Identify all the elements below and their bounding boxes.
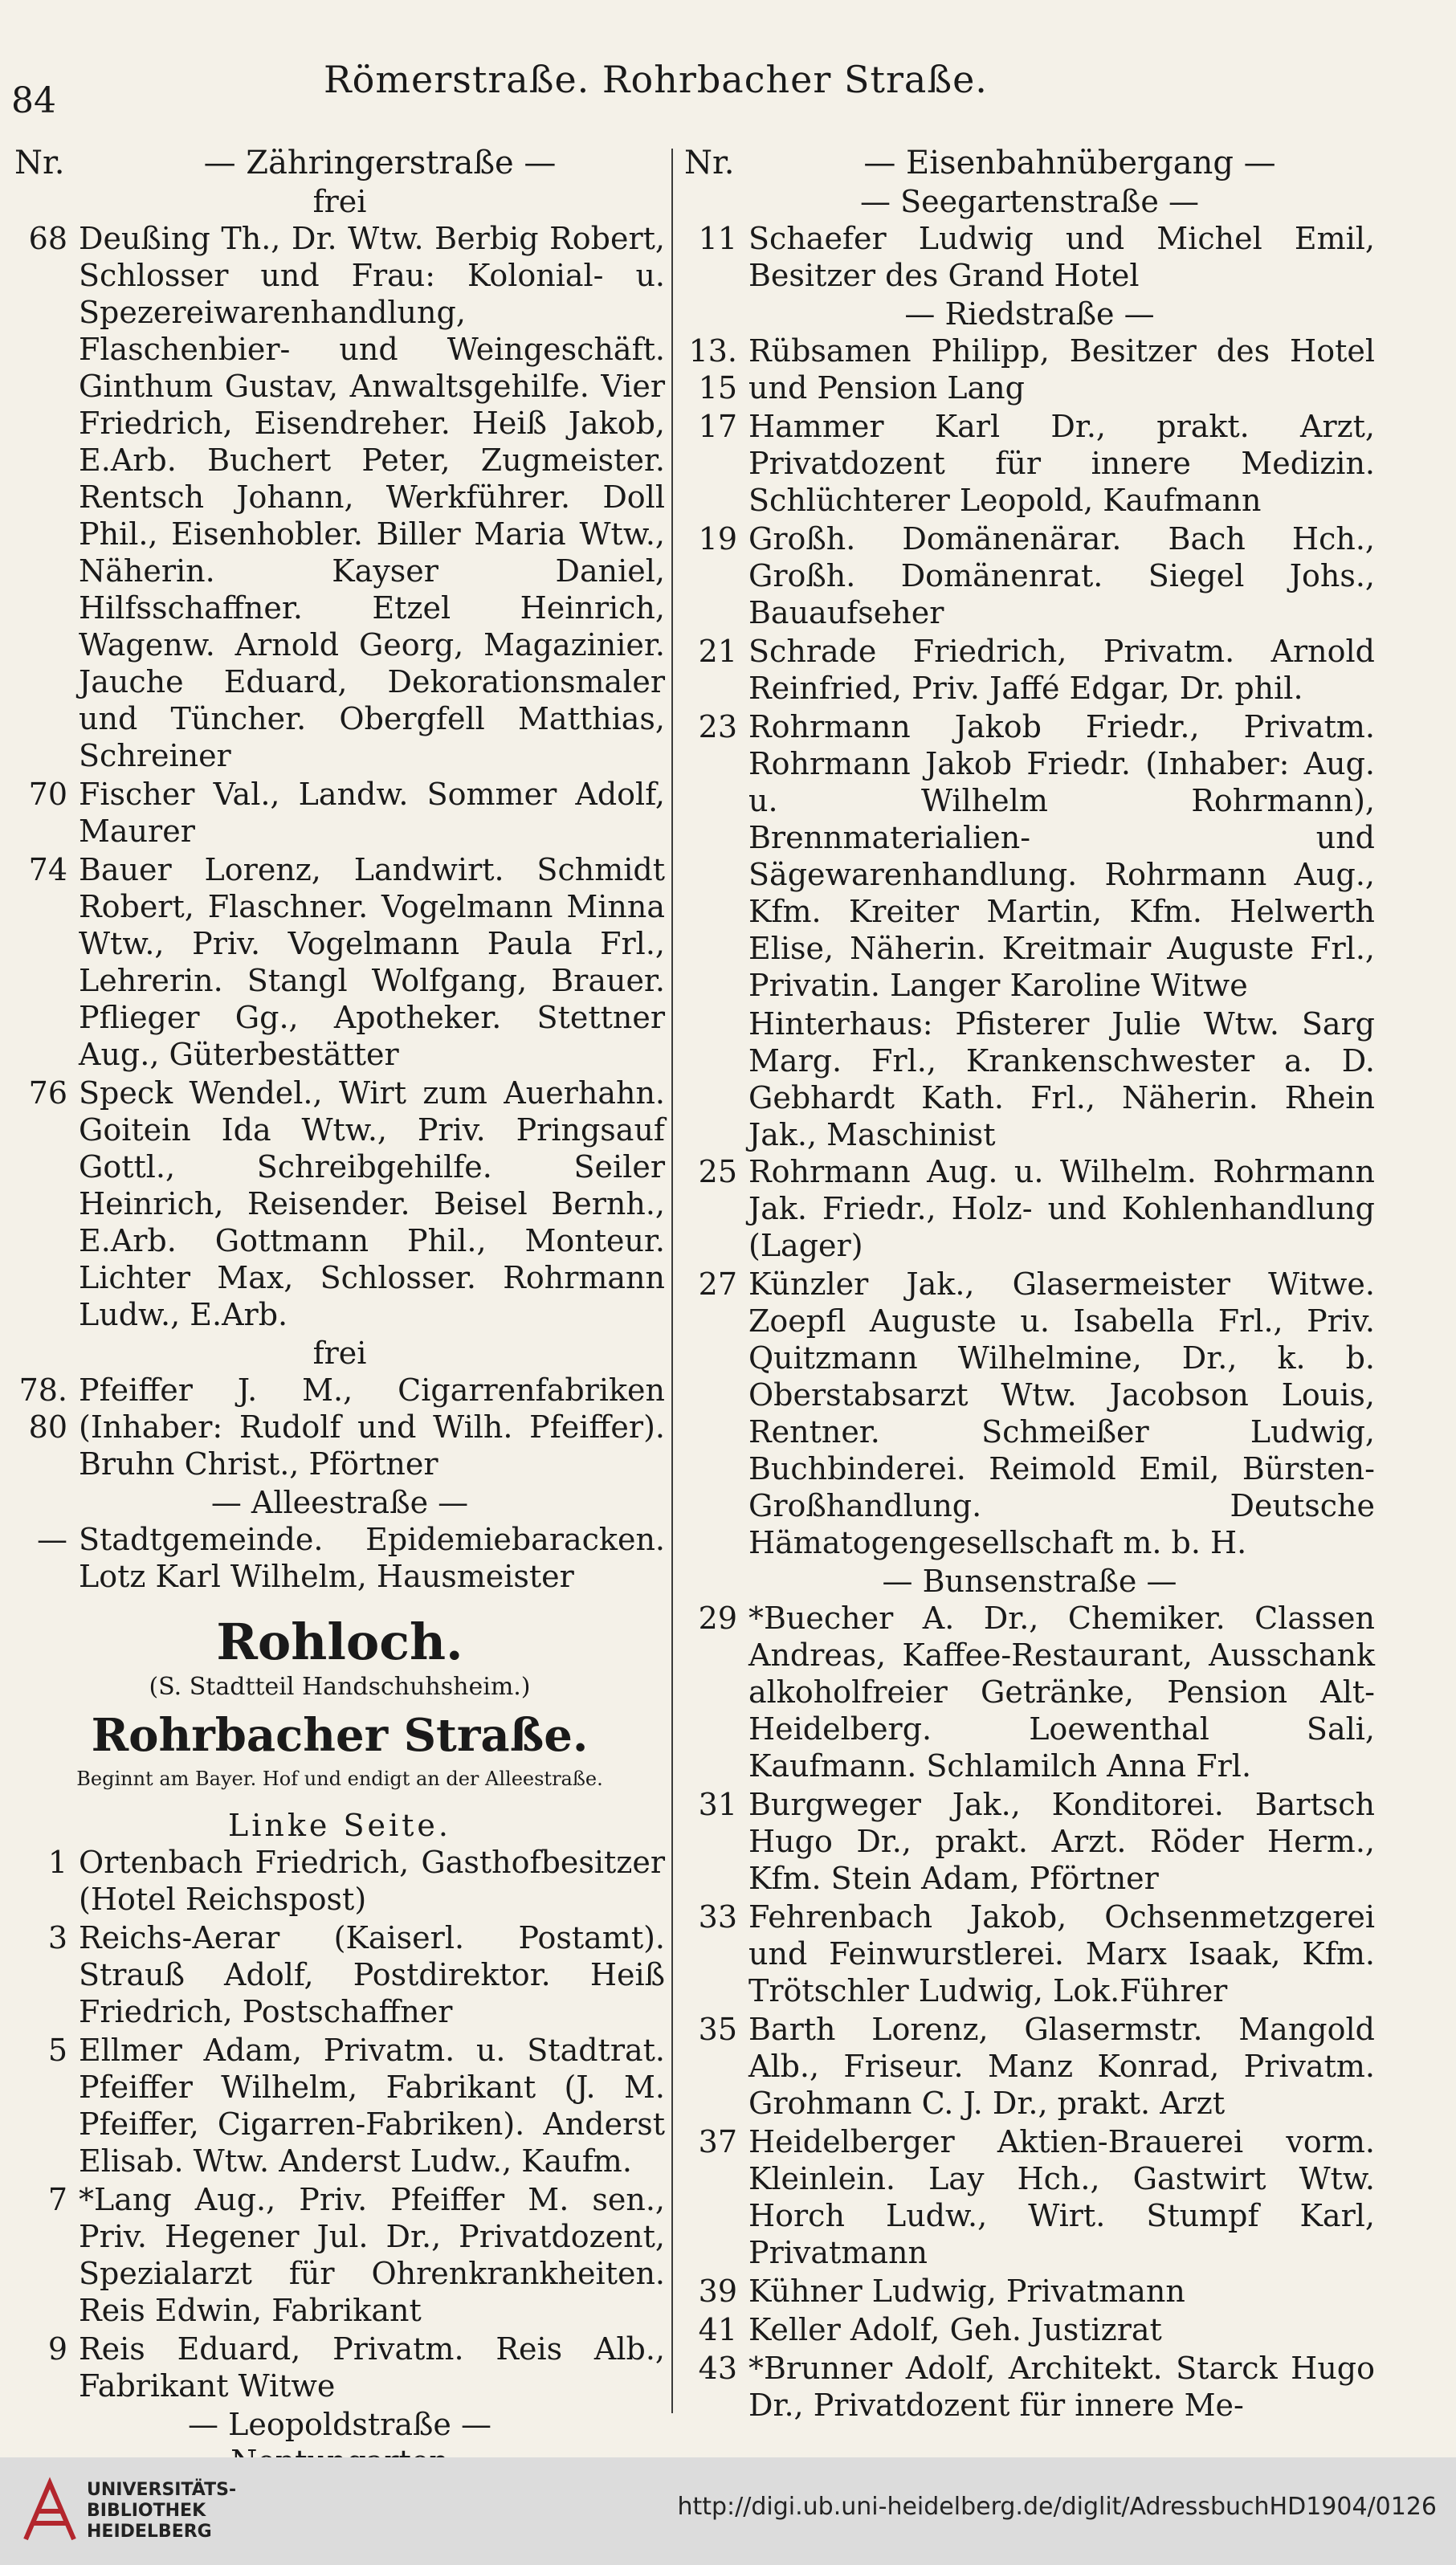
house-number: 78. 80: [18, 1372, 67, 1445]
address-entry: [14, 1919, 665, 2030]
house-number: 9: [47, 2331, 67, 2367]
address-entry: [14, 776, 665, 850]
resident-list: Rohrmann Jakob Friedr., Privatm. Rohrmann Jakob Friedr. (Inhaber: Aug. u. Wilhelm Rohrmann), Brennmaterialien- und Sägewarenhandlung. Rohrmann Aug., Kfm. Kreiter Martin, Kfm. Helwerth Elise, Näherin. Kreitmair Auguste Frl., Privatin. Langer Karoline Witwe: [748, 709, 1375, 1003]
side-label: Linke Seite.: [228, 1808, 451, 1843]
library-name: [87, 2480, 236, 2543]
resident-list: Kühner Ludwig, Privatmann: [748, 2273, 1185, 2309]
resident-list: Reis Eduard, Privatm. Reis Alb., Fabrikant Witwe: [79, 2331, 665, 2404]
library-name-line: UNIVERSITÄTS-: [87, 2480, 237, 2500]
entry-list: [684, 220, 1375, 294]
resident-list: Keller Adolf, Geh. Justizrat: [748, 2312, 1162, 2347]
right-column: [684, 145, 1375, 2425]
resident-list: Schrade Friedrich, Privatm. Arnold Reinfried, Priv. Jaffé Edgar, Dr. phil.: [748, 634, 1375, 706]
house-number: 43: [698, 2351, 737, 2386]
nr-label: Nr.: [14, 145, 65, 181]
resident-list: Fischer Val., Landw. Sommer Adolf, Maurer: [79, 777, 665, 849]
house-number: 11: [698, 221, 737, 256]
address-entry: [684, 520, 1375, 631]
address-entry: [684, 2123, 1375, 2271]
resident-list: *Buecher A. Dr., Chemiker. Classen Andreas, Kaffee-Restaurant, Ausschank alkoholfreier Getränke, Pension Alt-Heidelberg. Loewenthal Sali, Kaufmann. Schlamilch Anna Frl.: [748, 1601, 1375, 1784]
house-number: 37: [698, 2124, 737, 2159]
resident-list: Fehrenbach Jakob, Ochsenmetzgerei und Feinwurstlerei. Marx Isaak, Kfm. Trötschler Ludwig, Lok.Führer: [748, 1899, 1375, 2008]
house-number: 31: [698, 1787, 737, 1822]
resident-list: Rohrmann Aug. u. Wilhelm. Rohrmann Jak. Friedr., Holz- und Kohlenhandlung (Lager): [748, 1154, 1375, 1263]
house-number: 5: [47, 2033, 67, 2068]
house-number: 19: [698, 521, 737, 557]
left-column: [14, 145, 665, 2480]
address-entry: [14, 1372, 665, 1482]
house-number: 70: [28, 777, 67, 812]
page-number: 84: [11, 80, 56, 121]
house-number: 13. 15: [688, 333, 737, 406]
section-note: (S. Stadtteil Handschuhsheim.): [149, 1673, 531, 1701]
house-number: 7: [47, 2182, 67, 2217]
running-head: Römerstraße. Rohrbacher Straße.: [324, 58, 988, 101]
entry-list: [14, 1844, 665, 2404]
house-number: 29: [698, 1601, 737, 1636]
resident-list: Speck Wendel., Wirt zum Auerhahn. Goitein Ida Wtw., Priv. Pringsauf Gottl., Schreibgehilfe. Seiler Heinrich, Reisender. Beisel Bernh., E.Arb. Gottmann Phil., Monteur. Lichter Max, Schlosser. Rohrmann Ludw., E.Arb.: [79, 1075, 665, 1332]
street-note: Beginnt am Bayer. Hof und endigt an der Alleestraße.: [76, 1768, 603, 1790]
resident-list: Ellmer Adam, Privatm. u. Stadtrat. Pfeiffer Wilhelm, Fabrikant (J. M. Pfeiffer, Cigarren-Fabriken). Anderst Elisab. Wtw. Anderst Ludw., Kaufm.: [79, 2033, 665, 2179]
resident-list: Rübsamen Philipp, Besitzer des Hotel und Pension Lang: [748, 333, 1375, 406]
house-number: —: [37, 1522, 67, 1557]
address-entry: [684, 708, 1375, 1004]
entry-list: [14, 220, 665, 1333]
address-entry: [684, 1266, 1375, 1561]
street-heading: — Seegartenstraße —: [859, 184, 1199, 219]
street-heading: — Bunsenstraße —: [882, 1564, 1177, 1599]
entry-list: [14, 1521, 665, 1595]
resident-list: Ortenbach Friedrich, Gasthofbesitzer (Hotel Reichspost): [79, 1845, 665, 1917]
entry-list: [684, 1600, 1375, 2424]
resident-list: Hammer Karl Dr., prakt. Arzt, Privatdozent für innere Medizin. Schlüchterer Leopold, Kaufmann: [748, 409, 1375, 518]
house-number: 23: [698, 709, 737, 744]
address-entry: [684, 2311, 1375, 2348]
resident-list: Reichs-Aerar (Kaiserl. Postamt). Strauß Adolf, Postdirektor. Heiß Friedrich, Postschaffner: [79, 1920, 665, 2029]
resident-list: Großh. Domänenärar. Bach Hch., Großh. Domänenrat. Siegel Johs., Bauaufseher: [748, 521, 1375, 630]
address-entry: [684, 2350, 1375, 2424]
address-entry: [684, 1786, 1375, 1897]
address-entry: [684, 1153, 1375, 1264]
source-url-link[interactable]: http://digi.ub.uni-heidelberg.de/diglit/AdressbuchHD1904/0126: [677, 2493, 1437, 2521]
resident-list: *Brunner Adolf, Architekt. Starck Hugo Dr., Privatdozent für innere Me-: [748, 2351, 1375, 2423]
free-note: frei: [312, 184, 367, 219]
library-name-line: BIBLIOTHEK: [87, 2501, 206, 2521]
house-number: 39: [698, 2273, 737, 2309]
address-entry: [684, 408, 1375, 519]
street-heading: — Eisenbahnübergang —: [863, 145, 1276, 181]
address-entry: [14, 2331, 665, 2404]
street-heading: — Zähringerstraße —: [203, 145, 557, 181]
library-name-line: HEIDELBERG: [87, 2522, 212, 2542]
address-entry: [684, 2011, 1375, 2122]
house-number: 27: [698, 1266, 737, 1302]
resident-list: Heidelberger Aktien-Brauerei vorm. Kleinlein. Lay Hch., Gastwirt Wtw. Horch Ludw., Wirt. Stumpf Karl, Privatmann: [748, 2124, 1375, 2270]
resident-list: Bauer Lorenz, Landwirt. Schmidt Robert, Flaschner. Vogelmann Minna Wtw., Priv. Vogelmann Paula Frl., Lehrerin. Stangl Wolfgang, Brauer. Pflieger Gg., Apotheker. Stettner Aug., Güterbestätter: [79, 852, 665, 1072]
street-heading: — Leopoldstraße —: [188, 2407, 491, 2442]
house-number: 21: [698, 634, 737, 669]
left-column-header: [14, 145, 665, 181]
section-title: Rohloch.: [216, 1613, 463, 1671]
hinterhaus-entry: Hinterhaus: Pfisterer Julie Wtw. Sarg Marg. Frl., Krankenschwester a. D. Gebhardt Kath. Frl., Näherin. Rhein Jak., Maschinist: [748, 1006, 1375, 1152]
address-entry: [14, 2032, 665, 2180]
address-entry: [684, 2273, 1375, 2310]
address-entry: [14, 220, 665, 774]
resident-list: Schaefer Ludwig und Michel Emil, Besitzer des Grand Hotel: [748, 221, 1375, 293]
house-number: 35: [698, 2012, 737, 2047]
entry-list: [14, 1372, 665, 1482]
house-number: 74: [28, 852, 67, 887]
resident-list: Pfeiffer J. M., Cigarrenfabriken (Inhaber: Rudolf und Wilh. Pfeiffer). Bruhn Christ., Pförtner: [79, 1372, 665, 1482]
column-divider: [671, 149, 673, 2413]
house-number: 76: [28, 1075, 67, 1111]
house-number: 3: [47, 1920, 67, 1955]
resident-list: *Lang Aug., Priv. Pfeiffer M. sen., Priv. Hegener Jul. Dr., Privatdozent, Spezialarzt für Ohrenkrankheiten. Reis Edwin, Fabrikant: [79, 2182, 665, 2328]
address-entry: [14, 1075, 665, 1333]
street-title: Rohrbacher Straße.: [91, 1709, 589, 1762]
footer-bar: [0, 2457, 1456, 2565]
house-number: 33: [698, 1899, 737, 1935]
address-entry: [14, 851, 665, 1073]
nr-label: Nr.: [684, 145, 735, 181]
house-number: 1: [47, 1845, 67, 1880]
house-number: 41: [698, 2312, 737, 2347]
right-column-header: [684, 145, 1375, 181]
address-entry: [14, 1844, 665, 1918]
address-entry: [684, 1600, 1375, 1784]
address-entry: [684, 220, 1375, 294]
resident-list: Stadtgemeinde. Epidemiebaracken. Lotz Karl Wilhelm, Hausmeister: [79, 1522, 665, 1594]
entry-list: [684, 332, 1375, 1004]
house-number: 17: [698, 409, 737, 444]
resident-list: Barth Lorenz, Glasermstr. Mangold Alb., Friseur. Manz Konrad, Privatm. Grohmann C. J. Dr., prakt. Arzt: [748, 2012, 1375, 2121]
resident-list: Deußing Th., Dr. Wtw. Berbig Robert, Schlosser und Frau: Kolonial- u. Spezereiwarenhandlung, Flaschenbier- und Weingeschäft. Ginthum Gustav, Anwaltsgehilfe. Vier Friedrich, Eisendreher. Heiß Jakob, E.Arb. Buchert Peter, Zugmeister. Rentsch Johann, Werkführer. Doll Phil., Eisenhobler. Biller Maria Wtw., Näherin. Kayser Daniel, Hilfsschaffner. Etzel Heinrich, Wagenw. Arnold Georg, Magazinier. Jauche Eduard, Dekorationsmaler und Tüncher. Obergfell Matthias, Schreiner: [79, 221, 665, 773]
house-number: 25: [698, 1154, 737, 1189]
address-entry: [14, 1521, 665, 1595]
address-entry: [684, 633, 1375, 707]
free-note: frei: [312, 1336, 367, 1371]
address-entry: [14, 2181, 665, 2329]
street-heading: — Riedstraße —: [904, 296, 1155, 332]
street-heading: — Alleestraße —: [210, 1485, 469, 1520]
resident-list: Künzler Jak., Glasermeister Witwe. Zoepfl Auguste u. Isabella Frl., Priv. Quitzmann Wilhelmine, Dr., k. b. Oberstabsarzt Wtw. Jacobson Louis, Rentner. Schmeißer Ludwig, Buchbinderei. Reimold Emil, Bürsten-Großhandlung. Deutsche Hämatogengesellschaft m. b. H.: [748, 1266, 1375, 1560]
library-logo-icon: [18, 2475, 82, 2547]
address-entry: [684, 332, 1375, 406]
address-entry: [684, 1898, 1375, 2009]
entry-list: [684, 1153, 1375, 1561]
resident-list: Burgweger Jak., Konditorei. Bartsch Hugo Dr., prakt. Arzt. Röder Herm., Kfm. Stein Adam, Pförtner: [748, 1787, 1375, 1896]
house-number: 68: [28, 221, 67, 256]
